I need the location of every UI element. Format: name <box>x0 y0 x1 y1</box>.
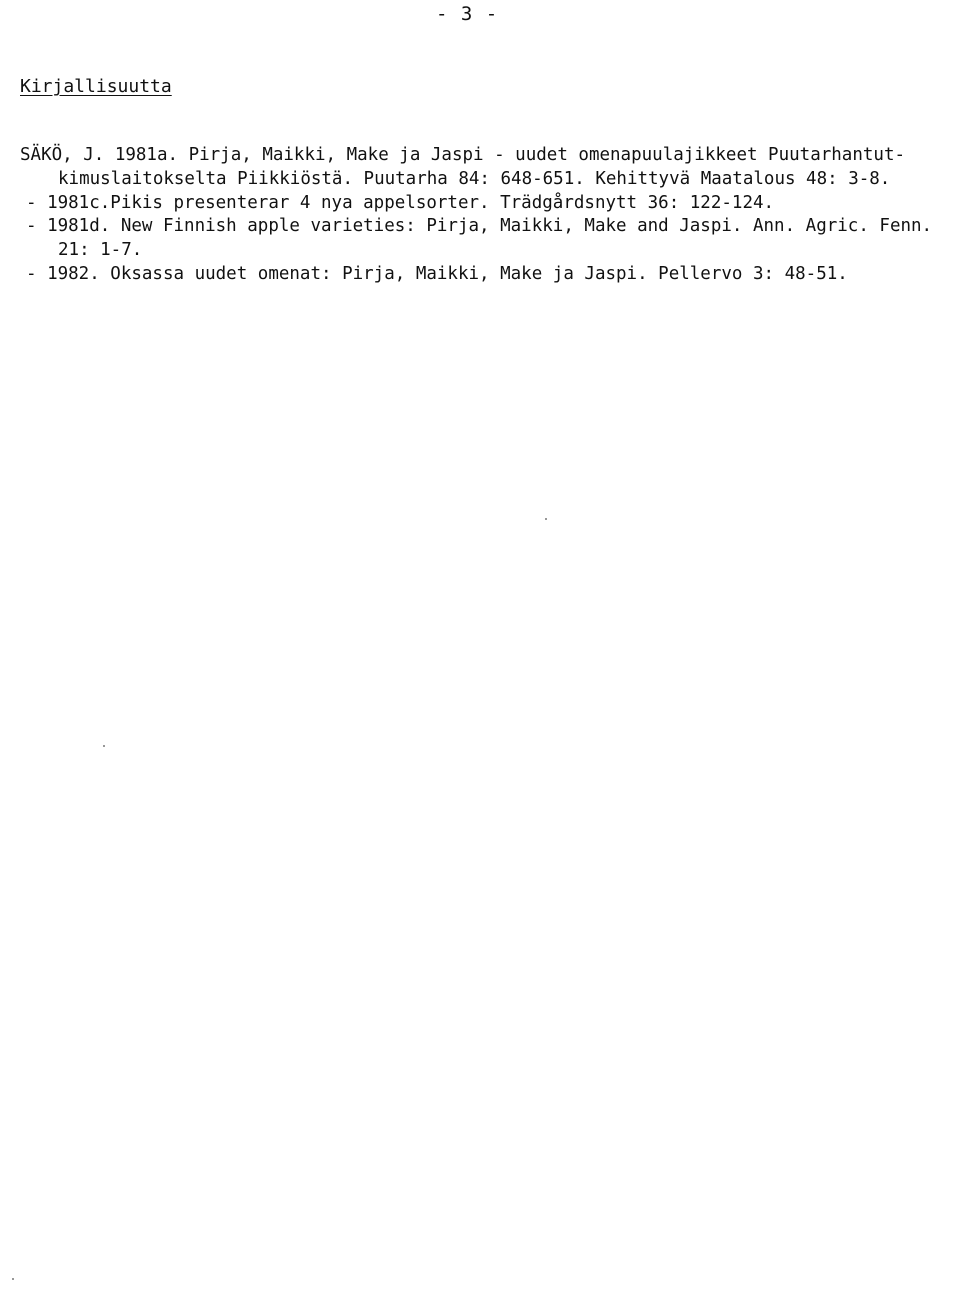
reference-line: - 1981d. New Finnish apple varieties: Pirja, Maikki, Make and Jaspi. Ann. Agric. Fenn. <box>26 216 933 237</box>
reference-line: - 1982. Oksassa uudet omenat: Pirja, Maikki, Make ja Jaspi. Pellervo 3: 48-51. <box>26 263 848 284</box>
reference-line: - 1981c.Pikis presenterar 4 nya appelsorter. Trädgårdsnytt 36: 122-124. <box>26 192 775 213</box>
reference-list <box>20 144 950 287</box>
reference-line: kimuslaitokselta Piikkiöstä. Puutarha 84: 648-651. Kehittyvä Maatalous 48: 3-8. <box>58 168 891 189</box>
page-number: - 3 - <box>436 3 499 25</box>
scan-speck <box>103 745 105 747</box>
reference-line: SÄKÖ, J. 1981a. Pirja, Maikki, Make ja Jaspi - uudet omenapuulajikkeet Puutarhantut- <box>20 145 906 165</box>
section-heading: Kirjallisuutta <box>20 76 172 97</box>
scan-speck <box>12 1278 14 1280</box>
scan-speck <box>545 518 547 520</box>
reference-line: 21: 1-7. <box>58 240 143 261</box>
